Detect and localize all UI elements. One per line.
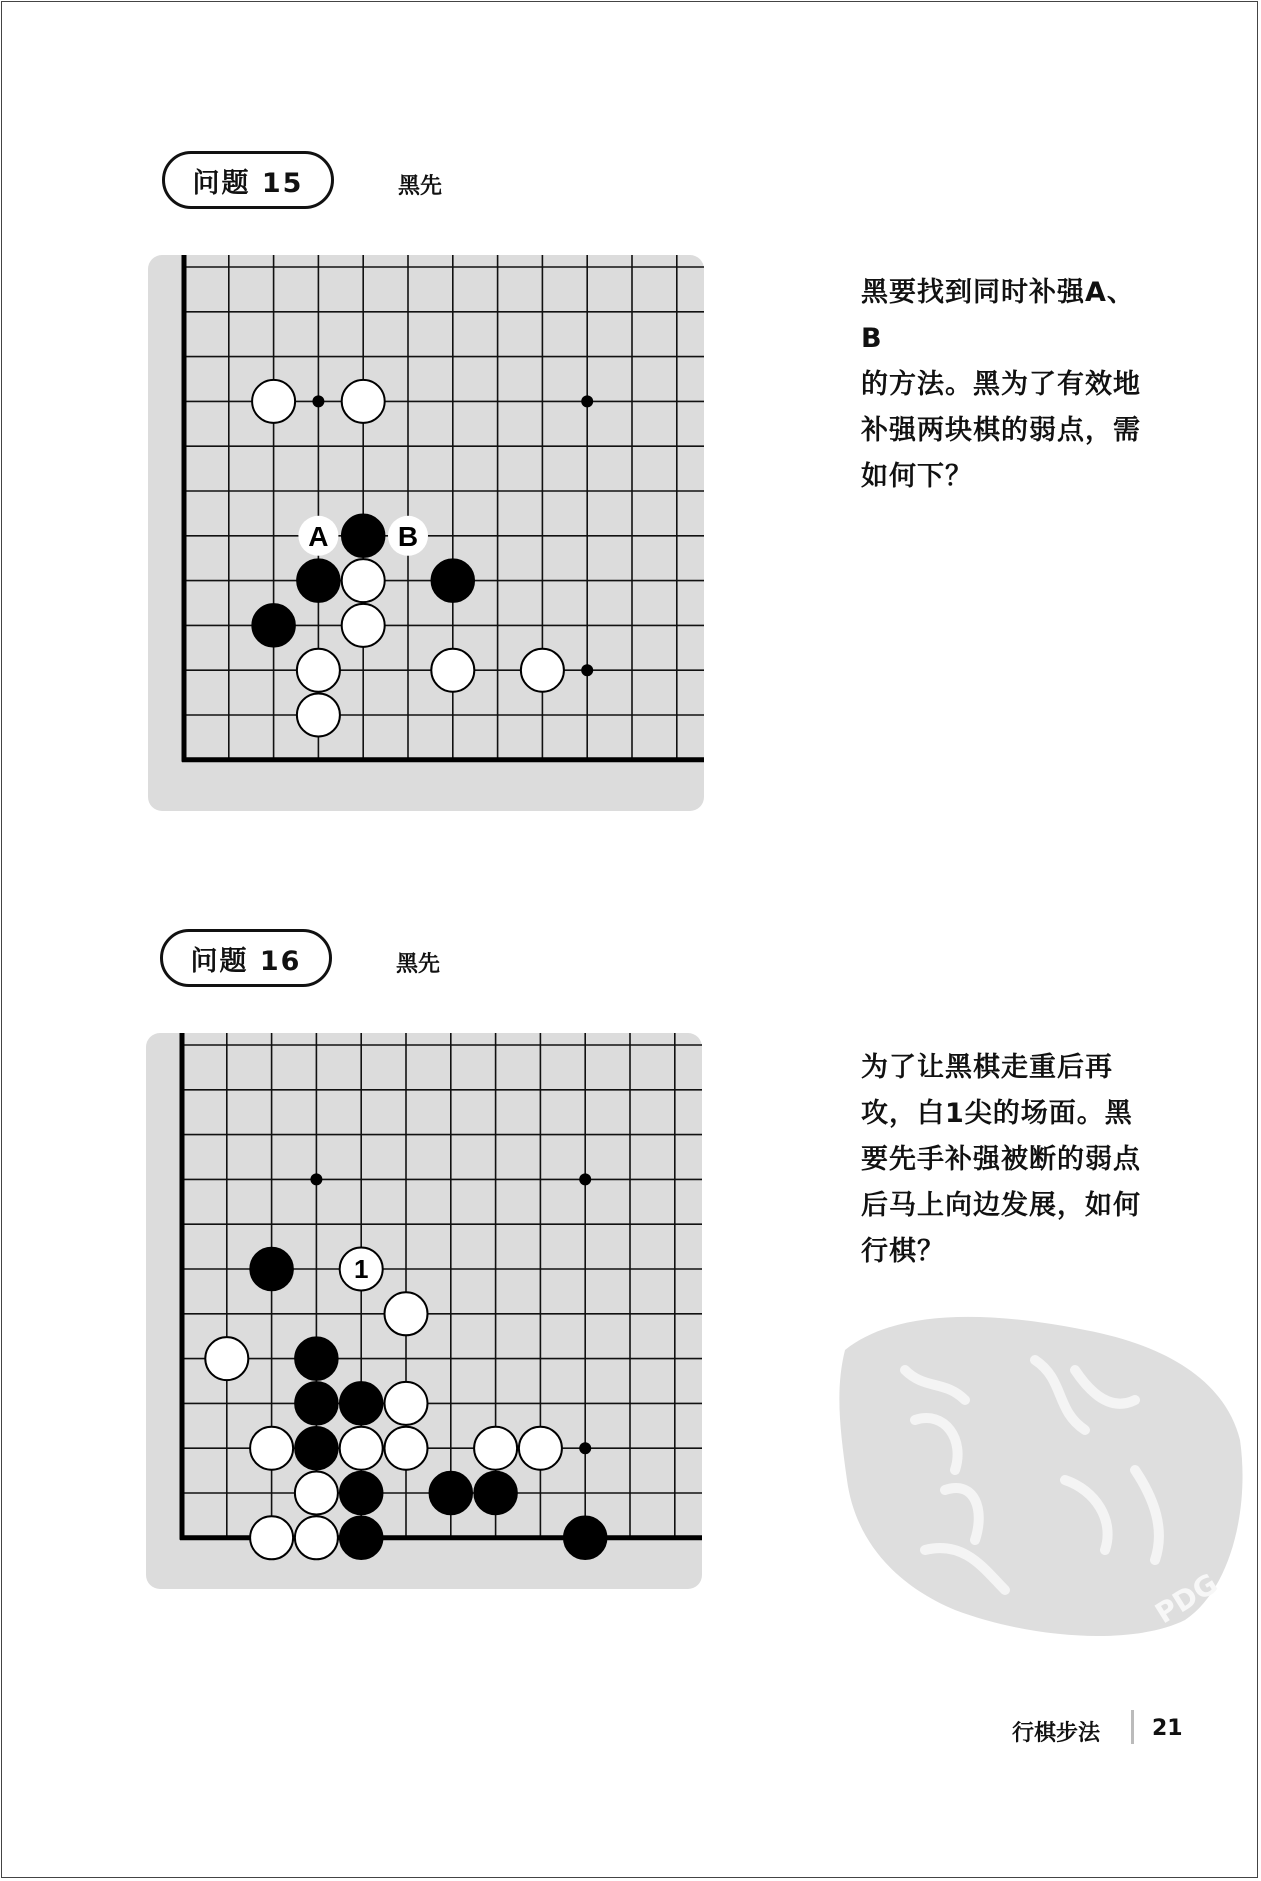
white-stone — [519, 1427, 562, 1470]
star-point — [310, 1173, 322, 1185]
black-stone — [250, 1248, 293, 1291]
white-stone — [297, 649, 340, 692]
white-stone — [297, 694, 340, 737]
white-stone — [340, 1427, 383, 1470]
black-stone — [431, 559, 474, 602]
black-stone — [342, 514, 385, 557]
white-stone — [521, 649, 564, 692]
white-stone — [295, 1516, 338, 1559]
white-stone — [474, 1427, 517, 1470]
problem-16-to-move: 黑先 — [396, 952, 441, 977]
black-stone — [295, 1382, 338, 1425]
star-point — [312, 395, 324, 407]
watermark-seal — [835, 1290, 1255, 1650]
black-stone — [252, 604, 295, 647]
white-stone — [342, 380, 385, 423]
star-point — [579, 1442, 591, 1454]
point-marker-label: B — [397, 520, 419, 552]
problem-15-board — [148, 255, 704, 811]
star-point — [581, 395, 593, 407]
problem-16-board — [146, 1033, 702, 1589]
page-number: 21 — [1152, 1716, 1183, 1741]
white-stone — [250, 1516, 293, 1559]
black-stone — [474, 1472, 517, 1515]
black-stone — [295, 1427, 338, 1470]
problem-15-title: 问题 15 — [162, 151, 334, 209]
black-stone — [295, 1337, 338, 1380]
star-point — [581, 664, 593, 676]
go-board-diagram — [146, 1033, 702, 1589]
black-stone — [340, 1472, 383, 1515]
problem-15-description: 黑要找到同时补强A、B 的方法。黑为了有效地 补强两块棋的弱点，需 如何下？ — [861, 277, 1141, 492]
move-number: 1 — [353, 1254, 369, 1284]
white-stone — [342, 559, 385, 602]
problem-15-to-move: 黑先 — [398, 174, 443, 199]
footer-divider — [1131, 1710, 1134, 1744]
problem-16-title: 问题 16 — [160, 929, 332, 987]
problem-16-description: 为了让黑棋走重后再 攻，白1尖的场面。黑 要先手补强被断的弱点 后马上向边发展，如何 行棋？ — [861, 1052, 1141, 1267]
white-stone — [385, 1382, 428, 1425]
white-stone — [252, 380, 295, 423]
black-stone — [564, 1516, 607, 1559]
black-stone — [340, 1516, 383, 1559]
point-marker-label: A — [308, 520, 329, 552]
white-stone — [431, 649, 474, 692]
white-stone — [385, 1427, 428, 1470]
white-stone — [250, 1427, 293, 1470]
white-stone — [385, 1292, 428, 1335]
star-point — [579, 1173, 591, 1185]
white-stone — [205, 1337, 248, 1380]
black-stone — [297, 559, 340, 602]
footer-section-title: 行棋步法 — [1012, 1721, 1101, 1746]
watermark-text: PDG — [1149, 1566, 1224, 1631]
white-stone — [295, 1472, 338, 1515]
go-board-diagram — [148, 255, 704, 811]
white-stone — [342, 604, 385, 647]
black-stone — [429, 1472, 472, 1515]
black-stone — [340, 1382, 383, 1425]
